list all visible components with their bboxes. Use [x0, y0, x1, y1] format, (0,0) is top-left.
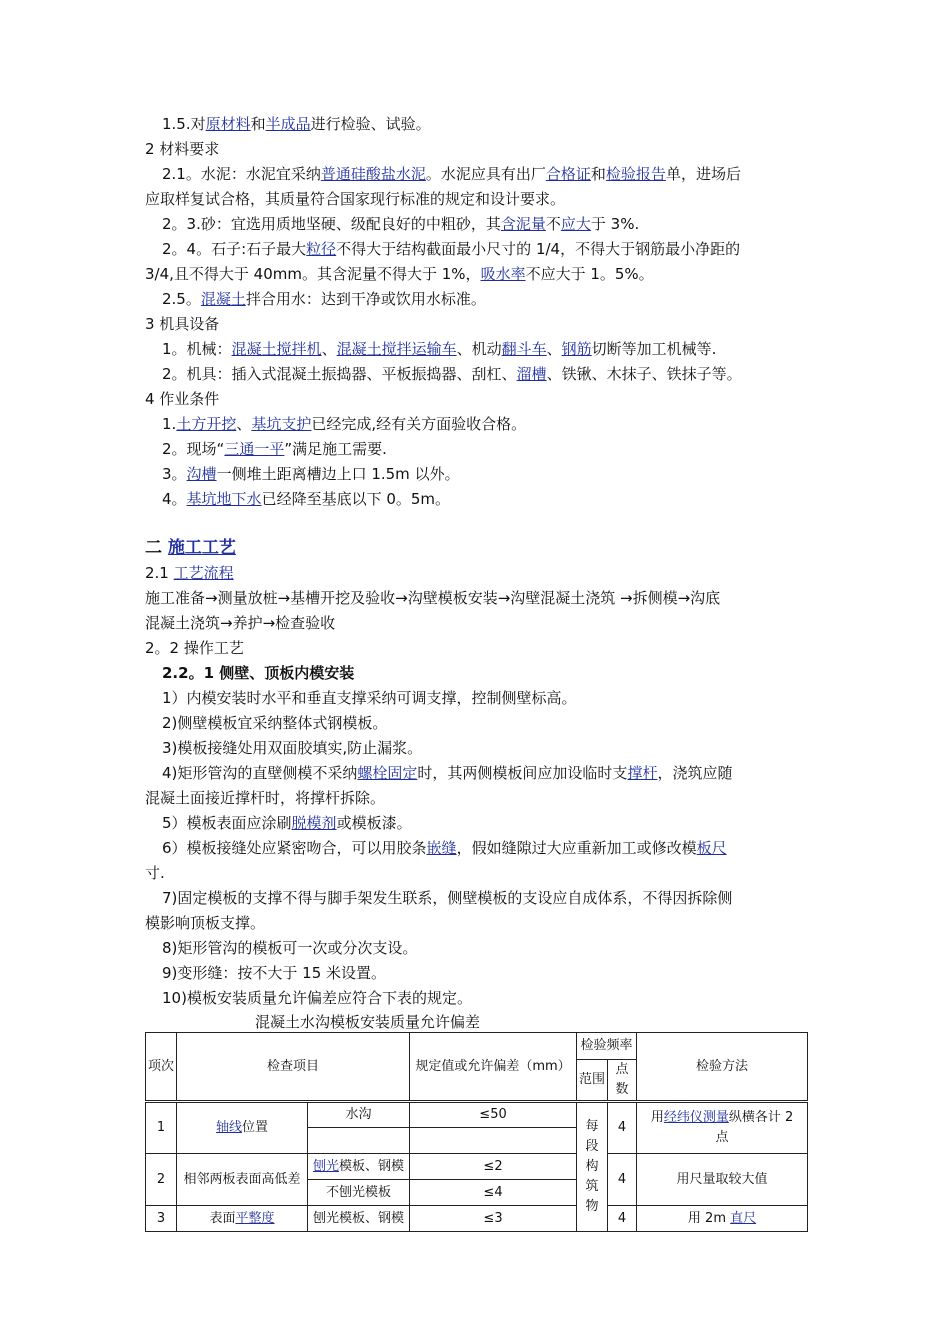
- text: 2。3.砂：宜选用质地坚硬、级配良好的中粗砂，其: [162, 215, 501, 233]
- para-8: 8)矩形管沟的模板可一次或分次支设。: [162, 939, 418, 957]
- link-inspection-report[interactable]: 检验报告: [605, 165, 666, 183]
- cell-sub: 不刨光模板: [308, 1180, 410, 1206]
- text: 1。机械：: [162, 340, 232, 358]
- cell-tolerance: [410, 1128, 577, 1154]
- link-construction-process[interactable]: 施工工艺: [167, 538, 236, 558]
- cell-tolerance: ≤4: [410, 1180, 577, 1206]
- text: 每: [585, 1119, 599, 1134]
- cell-no: 2: [146, 1154, 177, 1206]
- text: 不: [545, 215, 561, 233]
- text: 时，其两侧模板间应加设临时支: [417, 764, 628, 782]
- cell-item: [177, 1102, 308, 1154]
- cell-range: [577, 1102, 608, 1232]
- text: 和: [590, 165, 606, 183]
- link-board-size[interactable]: 板尺: [696, 839, 727, 857]
- text: 拌合用水：达到干净或饮用水标准。: [245, 290, 486, 308]
- para-6-cont: 寸.: [145, 864, 165, 882]
- link-strut[interactable]: 撑杆: [627, 764, 658, 782]
- text: 不应大于 1。5%。: [525, 265, 654, 283]
- link-release-agent[interactable]: 脱模剂: [291, 814, 337, 832]
- text: 2.1: [145, 564, 174, 582]
- table-header-row: [146, 1033, 808, 1060]
- text: 、机动: [456, 340, 502, 358]
- link-trench[interactable]: 沟槽: [186, 465, 217, 483]
- line-4-3: [162, 464, 827, 484]
- text: 一侧堆土距离槽边上口 1.5m 以外。: [216, 465, 460, 483]
- section-heading-process: [145, 538, 810, 558]
- para-4: [162, 763, 827, 783]
- text: 单，进场后: [665, 165, 741, 183]
- line-1-5: [162, 114, 827, 134]
- text: 5）模板表面应涂刷: [162, 814, 292, 832]
- text: 表面: [209, 1210, 236, 1226]
- link-caulking[interactable]: 嵌缝: [426, 839, 457, 857]
- tolerance-table: [145, 1032, 808, 1232]
- text: 1.: [162, 415, 177, 433]
- line-4-2: [162, 439, 827, 459]
- line-3-2: [162, 364, 827, 384]
- text: 4。: [162, 490, 187, 508]
- link-cement[interactable]: 普通硅酸盐水泥: [320, 165, 426, 183]
- text: 物: [585, 1199, 599, 1214]
- link-axis[interactable]: 轴线: [215, 1120, 242, 1135]
- line-2-1: [162, 164, 827, 184]
- text: 3。: [162, 465, 187, 483]
- line-2-1-cont: 应取样复试合格，其质量符合国家现行标准的规定和设计要求。: [145, 190, 566, 208]
- line-2-5: [162, 289, 827, 309]
- text: 切断等加工机械等.: [591, 340, 717, 358]
- text: 4)矩形管沟的直壁侧模不采纳: [162, 764, 358, 782]
- link-particle-size[interactable]: 粒径: [306, 240, 337, 258]
- link-concrete[interactable]: 混凝土: [200, 290, 246, 308]
- text: 、: [236, 415, 252, 433]
- text: 2。现场“: [162, 440, 225, 458]
- text: 点: [715, 1130, 729, 1145]
- line-2-4-cont: [145, 264, 810, 284]
- text: 用: [650, 1110, 664, 1125]
- flow-line-1: 施工准备→测量放桩→基槽开挖及验收→沟壁模板安装→沟壁混凝土浇筑 →拆侧模→沟底: [145, 589, 721, 607]
- cell-method: 用尺量取较大值: [637, 1154, 808, 1206]
- text: 不得大于结构截面最小尺寸的 1/4，不得大于钢筋最小净距的: [336, 240, 741, 258]
- para-6: [162, 838, 827, 858]
- cell-method: [637, 1102, 808, 1154]
- section-heading-equipment: 3 机具设备: [145, 315, 220, 333]
- cell-sub: [308, 1128, 410, 1154]
- para-3: 3)模板接缝处用双面胶填实,防止漏浆。: [162, 739, 423, 757]
- cell-points: 4: [608, 1154, 637, 1206]
- cell-sub: 水沟: [308, 1102, 410, 1128]
- subheading-2-1: [145, 563, 810, 583]
- text: 筑: [585, 1179, 599, 1194]
- link-pit-support[interactable]: 基坑支护: [251, 415, 312, 433]
- header-points: 点数: [608, 1060, 637, 1102]
- para-4-cont: 混凝土面接近撑杆时，将撑杆拆除。: [145, 789, 386, 807]
- text: 位置: [242, 1120, 269, 1135]
- cell-points: 4: [608, 1206, 637, 1232]
- para-2: 2)侧壁模板宜采纳整体式钢模板。: [162, 714, 388, 732]
- text: 2.5。: [162, 290, 201, 308]
- link-water-absorption[interactable]: 吸水率: [480, 265, 526, 283]
- text: ”满足施工需要.: [284, 440, 387, 458]
- text: 2。4。石子:石子最大: [162, 240, 307, 258]
- link-chute[interactable]: 溜槽: [516, 365, 547, 383]
- cell-method: [637, 1206, 808, 1232]
- cell-points: 4: [608, 1102, 637, 1154]
- header-tolerance: 规定值或允许偏差（mm）: [410, 1033, 577, 1102]
- section-heading-materials: 2 材料要求: [145, 140, 220, 158]
- link-mixer-truck[interactable]: 混凝土搅拌运输车: [336, 340, 457, 358]
- header-no: 项次: [146, 1033, 177, 1102]
- text: 。水泥应具有出厂: [425, 165, 546, 183]
- text: 1.5.对: [162, 115, 206, 133]
- text: 模板、钢模: [339, 1158, 405, 1174]
- para-7: 7)固定模板的支撑不得与脚手架发生联系，侧壁模板的支设应自成体系，不得因拆除侧: [162, 889, 733, 907]
- link-three-links[interactable]: 三通一平: [224, 440, 285, 458]
- section-heading-conditions: 4 作业条件: [145, 390, 220, 408]
- cell-item: [177, 1206, 308, 1232]
- text: 已经完成,经有关方面验收合格。: [311, 415, 527, 433]
- link-concrete-mixer[interactable]: 混凝土搅拌机: [231, 340, 322, 358]
- line-2-3: [162, 214, 827, 234]
- table-caption: 混凝土水沟模板安装质量允许偏差: [255, 1013, 481, 1031]
- link-rebar[interactable]: 钢筋: [561, 340, 592, 358]
- cell-tolerance: ≤2: [410, 1154, 577, 1180]
- cell-item: 相邻两板表面高低差: [177, 1154, 308, 1206]
- text: ，假如缝隙过大应重新加工或修改模: [456, 839, 697, 857]
- link-straightedge[interactable]: 直尺: [730, 1210, 757, 1226]
- text: 、铁锹、木抹子、铁抹子等。: [546, 365, 742, 383]
- table-row: [146, 1206, 808, 1232]
- para-10: 10)模板安装质量允许偏差应符合下表的规定。: [162, 989, 472, 1007]
- link-certificate[interactable]: 合格证: [545, 165, 591, 183]
- text: 于 3%.: [590, 215, 640, 233]
- para-1: 1）内模安装时水平和垂直支撑采纳可调支撑，控制侧壁标高。: [162, 689, 577, 707]
- link-planed[interactable]: 刨光: [312, 1158, 339, 1174]
- table-row: [146, 1154, 808, 1180]
- line-4-1: [162, 414, 827, 434]
- link-flatness[interactable]: 平整度: [235, 1210, 275, 1226]
- cell-no: 1: [146, 1102, 177, 1154]
- cell-tolerance: ≤3: [410, 1206, 577, 1232]
- text: 用 2m: [687, 1210, 731, 1226]
- text: 和: [250, 115, 266, 133]
- text: 2.1。水泥：水泥宜采纳: [162, 165, 321, 183]
- cell-no: 3: [146, 1206, 177, 1232]
- subheading-2-2-1: 2.2。1 侧壁、顶板内模安装: [162, 664, 355, 682]
- table-row: [146, 1102, 808, 1128]
- text: 构: [585, 1159, 599, 1174]
- text: 6）模板接缝处应紧密吻合，可以用胶条: [162, 839, 427, 857]
- text: 或模板漆。: [336, 814, 412, 832]
- cell-sub: 刨光模板、钢模: [308, 1206, 410, 1232]
- header-range: 范围: [577, 1060, 608, 1102]
- link-raw-materials[interactable]: 原材料: [205, 115, 251, 133]
- text: 2。机具：插入式混凝土振捣器、平板振捣器、刮杠、: [162, 365, 517, 383]
- link-groundwater[interactable]: 基坑地下水: [186, 490, 262, 508]
- line-3-1: [162, 339, 827, 359]
- header-item: 检查项目: [177, 1033, 410, 1102]
- header-frequency: 检验频率: [577, 1033, 637, 1060]
- text: 二: [145, 538, 168, 558]
- text: 纵横各计 2: [728, 1110, 794, 1125]
- text: 已经降至基底以下 0。5m。: [261, 490, 451, 508]
- link-should-exceed[interactable]: 应大: [560, 215, 591, 233]
- para-7-cont: 模影响顶板支撑。: [145, 914, 266, 932]
- cell-sub: [308, 1154, 410, 1180]
- text: 进行检验、试验。: [310, 115, 431, 133]
- link-mud-content[interactable]: 含泥量: [500, 215, 546, 233]
- flow-line-2: 混凝土浇筑→养护→检查验收: [145, 614, 336, 632]
- link-semi-finished[interactable]: 半成品: [265, 115, 311, 133]
- para-5: [162, 813, 827, 833]
- text: 、: [546, 340, 562, 358]
- link-process-flow[interactable]: 工艺流程: [173, 564, 234, 582]
- para-9: 9)变形缝：按不大于 15 米设置。: [162, 964, 387, 982]
- link-bolt-fixing[interactable]: 螺栓固定: [357, 764, 418, 782]
- line-2-4: [162, 239, 827, 259]
- text: 3/4,且不得大于 40mm。其含泥量不得大于 1%，: [145, 265, 481, 283]
- text: 段: [585, 1139, 599, 1154]
- line-4-4: [162, 489, 827, 509]
- text: 、: [321, 340, 337, 358]
- cell-tolerance: ≤50: [410, 1102, 577, 1128]
- subheading-2-2: 2。2 操作工艺: [145, 639, 244, 657]
- link-theodolite[interactable]: 经纬仪测量: [663, 1110, 729, 1125]
- header-method: 检验方法: [637, 1033, 808, 1102]
- link-excavation[interactable]: 土方开挖: [176, 415, 237, 433]
- text: ，浇筑应随: [657, 764, 733, 782]
- link-dump-truck[interactable]: 翻斗车: [501, 340, 547, 358]
